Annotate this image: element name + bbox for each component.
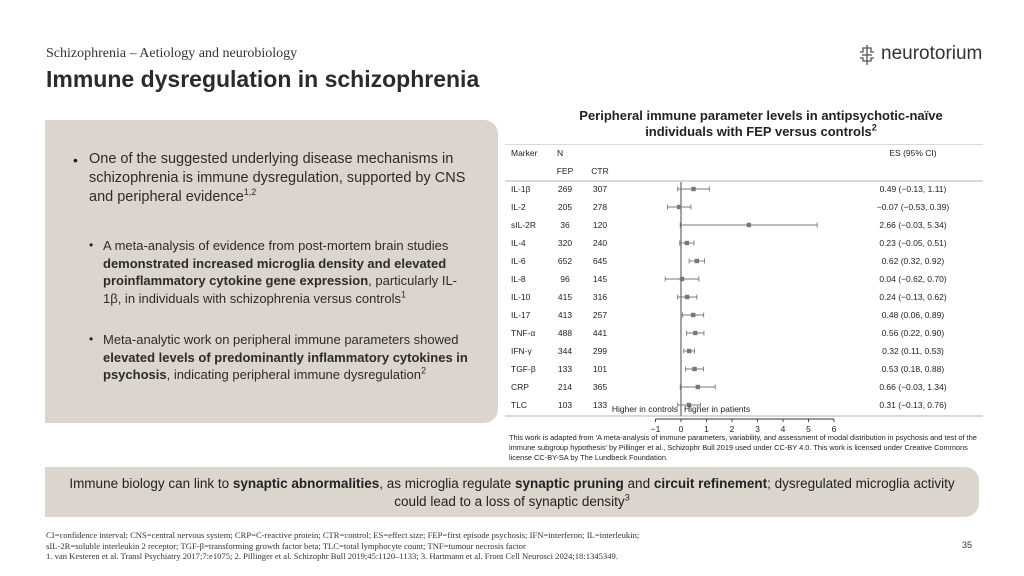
bullet-postmortem-bold: demonstrated increased microglia density and elevated proinflammatory cytokine gene expression (103, 255, 447, 288)
row-fep-n: 269 (557, 184, 573, 194)
chart-title-text: Peripheral immune parameter levels in antipsychotic-naïve individuals with FEP versus controls (579, 108, 943, 139)
row-es-label: 0.23 (−0.05, 0.51) (879, 238, 947, 248)
logo (858, 43, 988, 69)
row-ctr-n: 120 (592, 220, 608, 230)
chart-title-ref: 2 (871, 122, 877, 133)
row-es-label: 0.32 (0.11, 0.53) (882, 346, 944, 356)
row-marker-label: IFN-γ (511, 346, 532, 356)
bullet-dot: • (89, 332, 94, 346)
row-ctr-n: 645 (592, 256, 608, 266)
references-line: 1. van Kesteren et al. Transl Psychiatry 2017;7:e1075; 2. Pillinger et al. Schizophr Bull 2019;45:1120–1133; 3. Hartmann et al. Front Cell Neurosci 2024;18:1345349. (46, 551, 618, 561)
left-text-panel (45, 120, 498, 423)
row-es-label: 0.62 (0.32, 0.92) (881, 256, 945, 266)
bullet-peripheral-bold: elevated levels of predominantly inflammatory cytokines in psychosis (103, 349, 468, 382)
row-ctr-n: 365 (592, 382, 608, 392)
row-ctr-n: 299 (592, 346, 608, 356)
bullet-peripheral (103, 331, 473, 384)
row-ctr-n: 240 (592, 238, 608, 248)
effect-size-point (692, 367, 696, 371)
direction-label-patients: Higher in patients (684, 404, 751, 414)
row-marker-label: CRP (511, 382, 529, 392)
row-ctr-n: 101 (592, 364, 608, 374)
forest-plot (505, 144, 983, 442)
row-ctr-n: 316 (592, 292, 608, 302)
x-axis-tick-label: 1 (704, 424, 709, 434)
x-axis-tick-label: 0 (678, 424, 684, 434)
header-ctr: CTR (591, 166, 609, 176)
row-fep-n: 96 (560, 274, 570, 284)
effect-size-point (691, 187, 695, 191)
header-es: ES (95% CI) (889, 148, 937, 158)
effect-size-point (693, 331, 697, 335)
row-fep-n: 214 (557, 382, 573, 392)
row-marker-label: IL-4 (511, 238, 526, 248)
row-marker-label: sIL-2R (511, 220, 537, 230)
bullet-main-ref: 1,2 (243, 187, 257, 198)
row-marker-label: IL-8 (511, 274, 526, 284)
row-es-label: −0.07 (−0.53, 0.39) (876, 202, 950, 212)
row-fep-n: 415 (557, 292, 573, 302)
row-ctr-n: 278 (592, 202, 608, 212)
row-fep-n: 36 (560, 220, 570, 230)
row-fep-n: 103 (557, 400, 573, 410)
effect-size-point (685, 241, 689, 245)
bullet-postmortem-pre: A meta-analysis of evidence from post-mortem brain studies (103, 238, 449, 253)
bullet-dot: • (73, 152, 78, 168)
row-es-label: 0.66 (−0.03, 1.34) (879, 382, 947, 392)
row-es-label: 0.04 (−0.62, 0.70) (879, 274, 947, 284)
x-axis-tick-label: 6 (831, 424, 837, 434)
neurotorium-logo-icon (858, 44, 876, 66)
bullet-dot: • (89, 238, 94, 252)
effect-size-point (677, 205, 681, 209)
row-ctr-n: 133 (592, 400, 608, 410)
row-es-label: 2.66 (−0.03, 5.34) (879, 220, 947, 230)
footnotes (46, 530, 936, 562)
chart-caption: This work is adapted from 'A meta-analysis of immune parameters, variability, and assessment of modal distribution in psychosis and test of the immune subgroup hypothesis' by Pillinger et al., Schizophr Bull 2019 used under CC-BY 4.0. This work is licensed under Creative Commons license CC-BY-SA by The Lundbeck Foundation. (509, 433, 977, 462)
row-ctr-n: 257 (592, 310, 608, 320)
row-ctr-n: 145 (592, 274, 608, 284)
section-subtitle: Schizophrenia – Aetiology and neurobiology (46, 46, 298, 61)
bullet-postmortem-post: , particularly IL-1β, in individuals with schizophrenia versus controls (103, 273, 458, 306)
x-axis-tick-label: 3 (755, 424, 760, 434)
key-message-text (65, 475, 959, 510)
x-axis-tick-label: 2 (729, 424, 735, 434)
row-fep-n: 320 (557, 238, 573, 248)
row-fep-n: 652 (557, 256, 573, 266)
row-es-label: 0.53 (0.18, 0.88) (881, 364, 945, 374)
row-fep-n: 413 (557, 310, 573, 320)
effect-size-point (687, 349, 691, 353)
row-marker-label: IL-17 (511, 310, 531, 320)
effect-size-point (747, 223, 751, 227)
key-message-part: , as microglia regulate (379, 476, 516, 491)
effect-size-point (695, 259, 699, 263)
row-ctr-n: 441 (592, 328, 608, 338)
direction-label-controls: Higher in controls (611, 404, 678, 414)
abbreviations-line: sIL-2R=soluble interleukin 2 receptor; TGF-β=transforming growth factor beta; TLC=total lymphocyte count; TNF=tumour necrosis factor (46, 540, 526, 551)
key-message-bold: circuit refinement (653, 476, 768, 491)
header-marker: Marker (511, 148, 538, 158)
row-marker-label: IL-6 (511, 256, 526, 266)
bullet-postmortem (103, 237, 473, 307)
row-es-label: 0.48 (0.06, 0.89) (881, 310, 945, 320)
row-marker-label: TGF-β (511, 364, 536, 374)
effect-size-point (691, 313, 695, 317)
x-axis-tick-label: 5 (806, 424, 811, 434)
row-es-label: 0.24 (−0.13, 0.62) (879, 292, 947, 302)
row-fep-n: 133 (557, 364, 573, 374)
logo-text: neurotorium (881, 43, 983, 64)
bullet-main (89, 150, 469, 207)
effect-size-point (680, 277, 684, 281)
row-marker-label: TNF-α (511, 328, 536, 338)
key-message-part: ; dysregulated microglia activity could lead to a loss of synaptic density (394, 476, 955, 509)
bullet-main-text: One of the suggested underlying disease mechanisms in schizophrenia is immune dysregulation, supported by CNS and peripheral evidence (89, 151, 466, 205)
row-marker-label: IL-1β (511, 184, 531, 194)
page-title: Immune dysregulation in schizophrenia (46, 66, 480, 92)
row-es-label: 0.31 (−0.13, 0.76) (879, 400, 947, 410)
row-fep-n: 344 (557, 346, 573, 356)
page-number: 35 (962, 540, 973, 550)
chart-title (555, 108, 967, 140)
key-message-bold: synaptic pruning (515, 476, 624, 491)
effect-size-point (685, 295, 689, 299)
row-fep-n: 488 (557, 328, 573, 338)
row-ctr-n: 307 (592, 184, 608, 194)
bullet-peripheral-ref: 2 (420, 365, 426, 376)
abbreviations-line: CI=confidence interval; CNS=central nervous system; CRP=C-reactive protein; CTR=control; ES=effect size; FEP=first episode psychosis; IFN=interferon; IL=interleukin; (46, 530, 640, 540)
bullet-peripheral-pre: Meta-analytic work on peripheral immune parameters showed (103, 332, 459, 347)
row-marker-label: TLC (511, 400, 528, 410)
key-message-part: and (623, 476, 654, 491)
row-marker-label: IL-2 (511, 202, 526, 212)
bullet-postmortem-ref: 1 (400, 289, 406, 300)
bullet-peripheral-post: , indicating peripheral immune dysregulation (166, 367, 421, 382)
x-axis-tick-label: 4 (780, 424, 786, 434)
x-axis-tick-label: −1 (650, 424, 661, 434)
row-es-label: 0.56 (0.22, 0.90) (881, 328, 945, 338)
row-marker-label: IL-10 (511, 292, 531, 302)
header-fep: FEP (556, 166, 574, 176)
key-message-box (45, 467, 979, 517)
header-n: N (557, 148, 564, 158)
row-es-label: 0.49 (−0.13, 1.11) (879, 184, 947, 194)
key-message-part: Immune biology can link to (69, 476, 233, 491)
key-message-bold: synaptic abnormalities (232, 476, 380, 491)
key-message-ref: 3 (624, 492, 630, 502)
row-fep-n: 205 (557, 202, 573, 212)
effect-size-point (696, 385, 700, 389)
